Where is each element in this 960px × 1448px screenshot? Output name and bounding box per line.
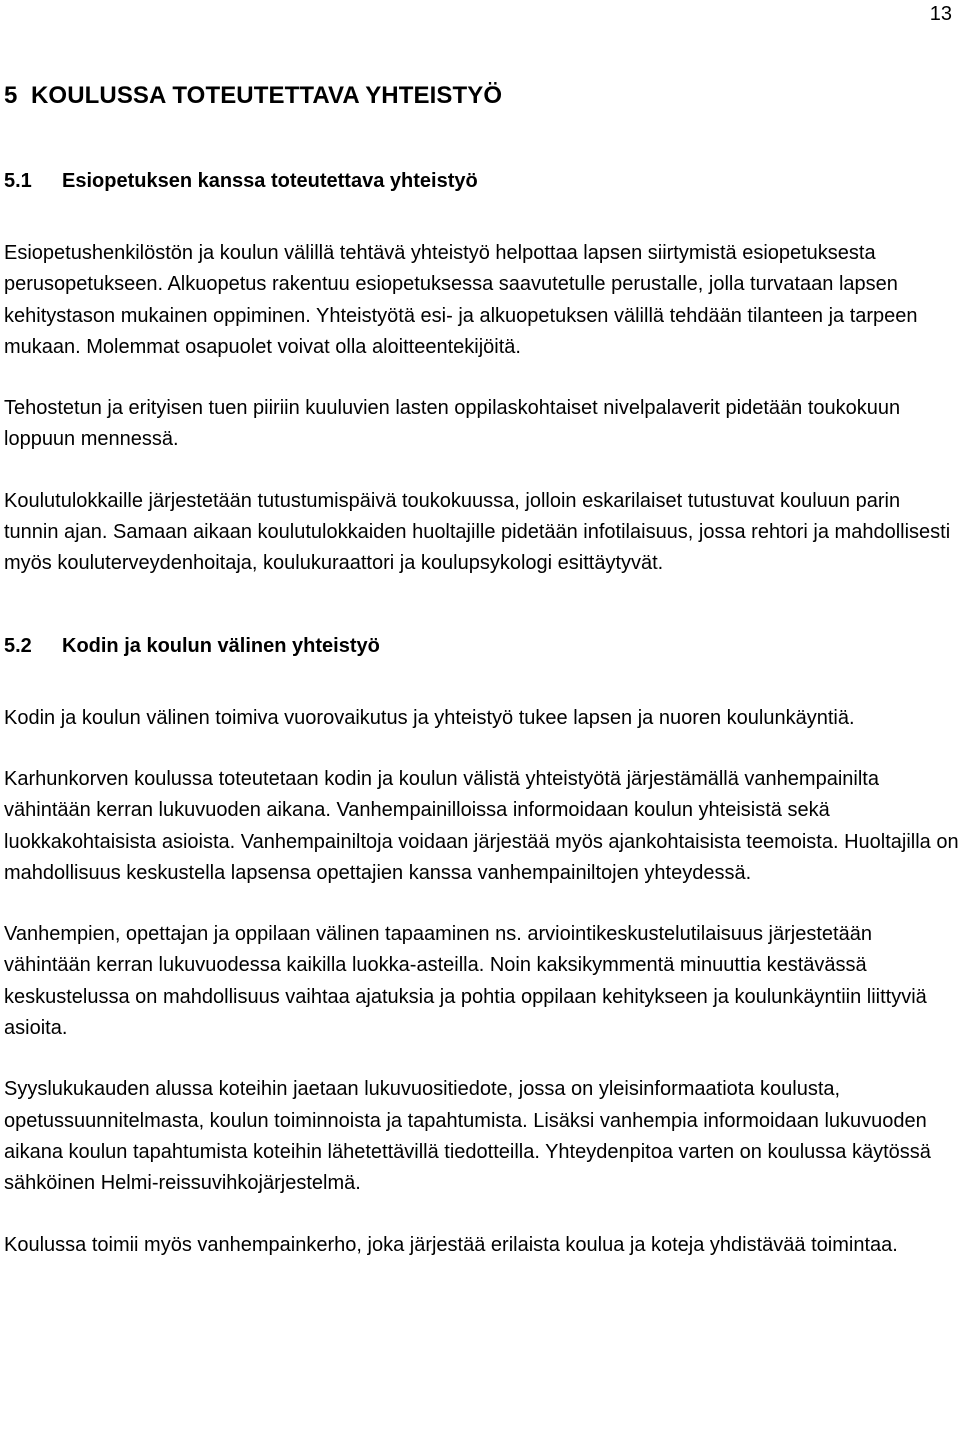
chapter-title: KOULUSSA TOTEUTETTAVA YHTEISTYÖ [31,82,503,109]
section-title: Esiopetuksen kanssa toteutettava yhteistyö [62,170,478,192]
paragraph: Koulutulokkaille järjestetään tutustumispäivä toukokuussa, jolloin eskarilaiset tutustuvat kouluun parin tunnin ajan. Samaan aikaan koulutulokkaiden huoltajille pidetään infotilaisuus, jossa rehtori ja mahdollisesti myös kouluterveydenhoitaja, koulukuraattori ja koulupsykologi esittäytyvät. [4,489,951,575]
paragraph: Vanhempien, opettajan ja oppilaan välinen tapaaminen ns. arviointikeskustelutilaisuus järjestetään vähintään kerran lukuvuodessa kaikilla luokka-asteilla. Noin kaksikymmentä minuuttia kestävässä keskustelussa on mahdollisuus vaihtaa ajatuksia ja pohtia oppilaan kehitykseen ja koulunkäyntiin liittyviä asioita. [4,923,927,1040]
section-title: Kodin ja koulun välinen yhteistyö [62,634,380,657]
paragraph: Karhunkorven koulussa toteutetaan kodin ja koulun välistä yhteistyötä järjestämällä vanhempainilta vähintään kerran lukuvuoden aikana. Vanhempainilloissa informoidaan koulun yhteisistä sekä luokkakohtaisista asioista. Vanhempainiltoja voidaan järjestää myös ajankohtaisista teemoista. Huoltajilla on mahdollisuus keskustella lapsensa opettajien kanssa vanhempainiltojen yhteydessä. [4,767,959,884]
paragraph: Tehostetun ja erityisen tuen piiriin kuuluvien lasten oppilaskohtaiset nivelpalaverit pidetään toukokuun loppuun mennessä. [4,397,901,451]
paragraph: Esiopetushenkilöstön ja koulun välillä tehtävä yhteistyö helpottaa lapsen siirtymistä esiopetuksesta perusopetukseen. Alkuopetus rakentuu esiopetuksessa saavutetulle perustalle, jolla turvataan lapsen kehitystason mukainen oppiminen. Yhteistyötä esi- ja alkuopetuksen välillä tehdään tilanteen ja tarpeen mukaan. Molemmat osapuolet voivat olla aloitteentekijöitä. [4,242,918,358]
page-number: 13 [929,3,952,25]
paragraph: Kodin ja koulun välinen toimiva vuorovaikutus ja yhteistyö tukee lapsen ja nuoren koulunkäyntiä. [4,706,855,729]
section-esiopetus [4,166,960,580]
chapter-heading [4,78,960,114]
section-number: 5.1 [4,170,32,192]
section-kodin-ja-koulun-yhteistyo [4,631,960,1261]
chapter-number: 5 [4,82,18,109]
section-number: 5.2 [4,634,32,657]
document-body [4,78,960,1291]
section-heading [4,166,960,196]
paragraph: Koulussa toimii myös vanhempainkerho, joka järjestää erilaista koulua ja koteja yhdistävää toimintaa. [4,1233,898,1256]
section-heading [4,631,960,661]
paragraph: Syyslukukauden alussa koteihin jaetaan lukuvuositiedote, jossa on yleisinformaatiota koulusta, opetussuunnitelmasta, koulun toiminnoista ja tapahtumista. Lisäksi vanhempia informoidaan lukuvuoden aikana koulun tapahtumista koteihin lähetettävillä tiedotteilla. Yhteydenpitoa varten on koulussa käytössä sähköinen Helmi-reissuvihkojärjestelmä. [4,1078,931,1195]
